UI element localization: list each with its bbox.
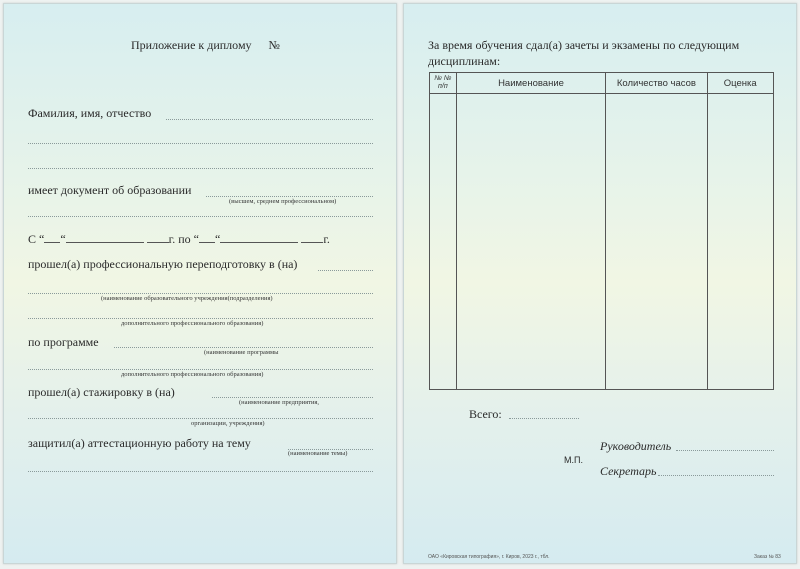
cell-hours[interactable] [606, 94, 707, 390]
header-hours: Количество часов [606, 73, 707, 94]
full-name-line-3[interactable] [28, 168, 373, 169]
education-level-hint: (высшем, среднем профессиональном) [229, 198, 337, 205]
disciplines-heading-line1: За время обучения сдал(а) зачеты и экзамены по следующим [428, 38, 740, 52]
thesis-label: защитил(а) аттестационную работу на тему [28, 436, 251, 450]
full-name-label: Фамилия, имя, отчество [28, 106, 152, 120]
secretary-label: Секретарь [600, 464, 657, 478]
head-signature-line[interactable] [676, 450, 774, 451]
full-name-line-1[interactable] [166, 119, 373, 120]
education-level-line[interactable] [206, 196, 373, 197]
cell-number[interactable] [430, 94, 457, 390]
secretary-signature-line[interactable] [658, 475, 774, 476]
full-name-line-2[interactable] [28, 143, 373, 144]
retraining-line-2[interactable] [28, 293, 373, 294]
has-document-label: имеет документ об образовании [28, 183, 192, 197]
diploma-appendix-title [131, 38, 280, 53]
right-page [403, 3, 797, 564]
internship-line-1[interactable] [212, 397, 373, 398]
program-label: по программе [28, 335, 99, 349]
cell-name[interactable] [456, 94, 606, 390]
printer-footer: ОАО «Кировская типография», г. Киров, 2023 г., тбл. [428, 554, 550, 560]
table-header-row [430, 73, 774, 94]
order-number: Заказ № 83 [754, 554, 781, 560]
year-from-field[interactable] [147, 242, 169, 243]
institution-hint: (наименование образовательного учреждения(подразделения) [101, 295, 273, 302]
cell-grade[interactable] [707, 94, 774, 390]
year-to-field[interactable] [301, 242, 323, 243]
enterprise-hint: (наименование предприятия, [239, 399, 320, 406]
internship-label: прошел(а) стажировку в (на) [28, 385, 175, 399]
table-row [430, 94, 774, 390]
stamp-label: М.П. [564, 455, 583, 465]
organization-hint: организации, учреждения) [191, 420, 265, 427]
retraining-line-1[interactable] [318, 270, 373, 271]
title-number-sign: № [268, 38, 280, 52]
month-to-field[interactable] [220, 242, 298, 243]
retraining-line-3[interactable] [28, 318, 373, 319]
day-from-field[interactable] [44, 242, 60, 243]
quote-close-2: “ [215, 232, 221, 246]
left-page [3, 3, 397, 564]
month-from-field[interactable] [66, 242, 144, 243]
total-label: Всего: [469, 407, 502, 421]
header-grade: Оценка [707, 73, 774, 94]
quote-close-1: “ [60, 232, 66, 246]
program-line-1[interactable] [114, 347, 373, 348]
disciplines-heading-line2: дисциплинам: [428, 54, 501, 68]
additional-edu-hint-1: дополнительного профессионального образования) [121, 320, 264, 327]
header-number-line2: п/п [438, 83, 448, 90]
additional-edu-hint-2: дополнительного профессионального образования) [121, 371, 264, 378]
header-number-line1: № № [434, 75, 452, 82]
retraining-label: прошел(а) профессиональную переподготовку в (на) [28, 257, 298, 271]
title-text: Приложение к диплому [131, 38, 252, 52]
header-name: Наименование [456, 73, 606, 94]
total-line[interactable] [509, 418, 579, 419]
period-from-label: С “ [28, 232, 45, 246]
study-period [28, 232, 330, 247]
education-line-2[interactable] [28, 216, 373, 217]
disciplines-table [429, 72, 774, 390]
program-hint: (наименование программы [204, 349, 279, 356]
program-line-2[interactable] [28, 369, 373, 370]
day-to-field[interactable] [199, 242, 215, 243]
year-suffix: г. [323, 232, 330, 246]
thesis-line-2[interactable] [28, 471, 373, 472]
header-number [430, 73, 457, 94]
internship-line-2[interactable] [28, 418, 373, 419]
period-to-label: г. по “ [168, 232, 199, 246]
topic-hint: (наименование темы) [288, 450, 348, 457]
head-label: Руководитель [600, 439, 672, 453]
